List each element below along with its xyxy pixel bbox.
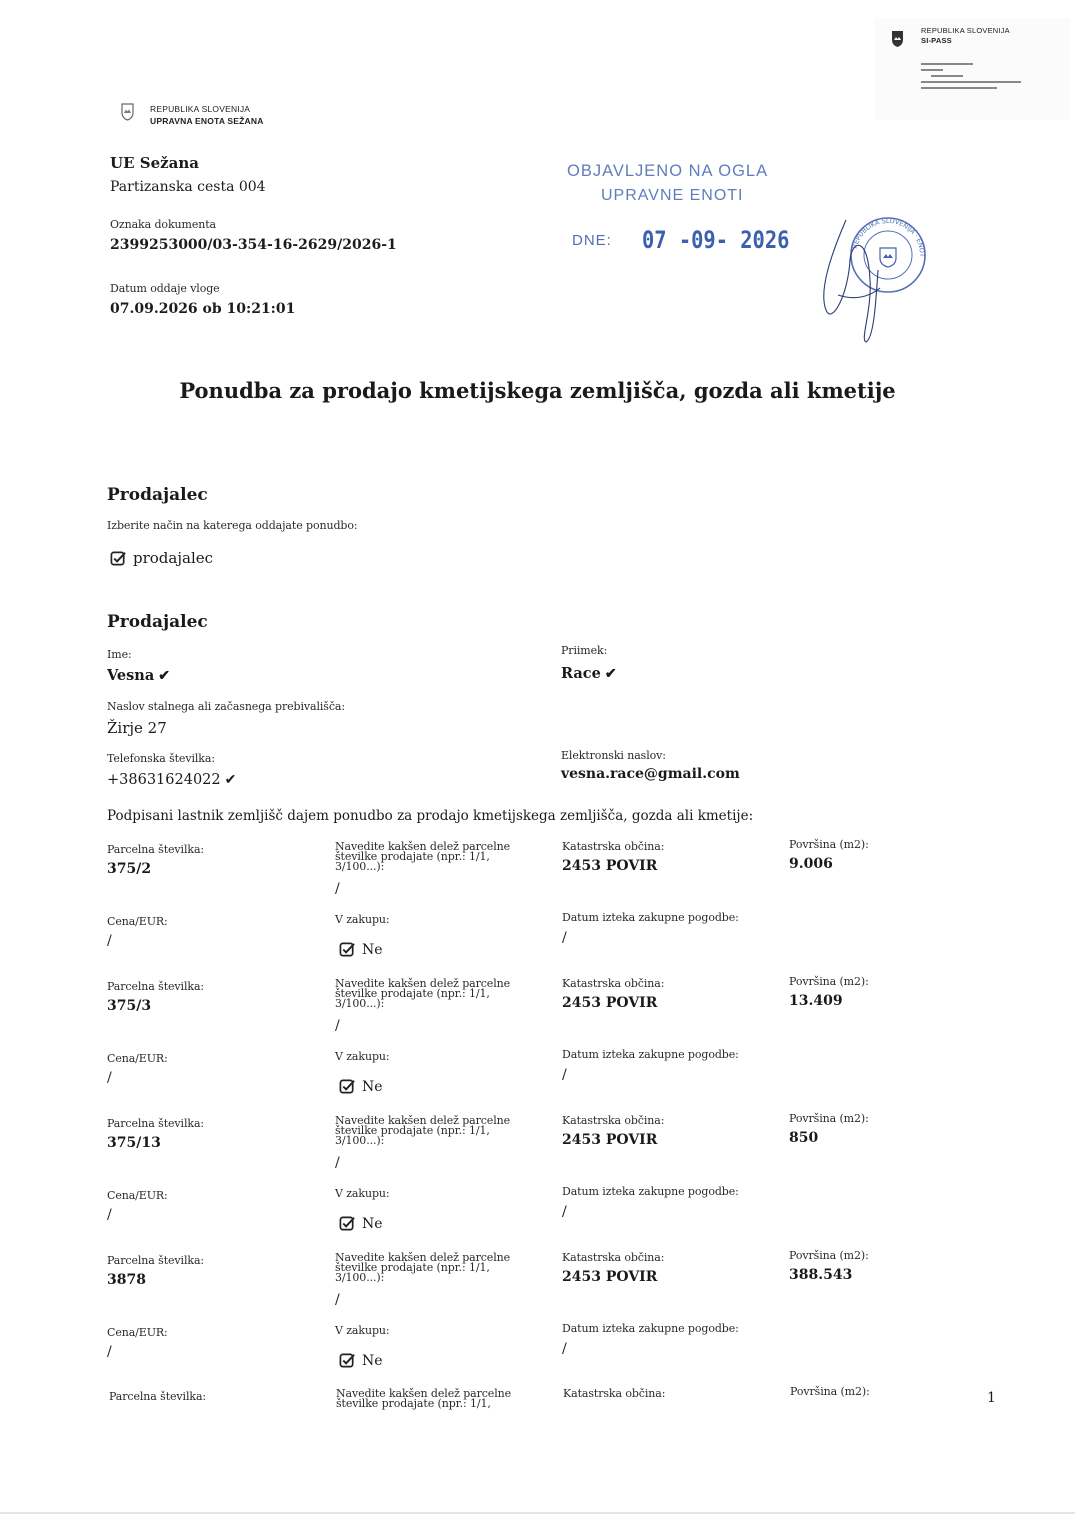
- datum-label: Datum izteka zakupne pogodbe:: [562, 1185, 739, 1198]
- option-prodajalec[interactable]: [110, 549, 213, 567]
- povrsina-label: Površina (m2):: [789, 975, 869, 988]
- delez-value: /: [335, 1292, 340, 1308]
- sipass-signature-box: [875, 18, 1070, 120]
- last-ko-label: Katastrska občina:: [563, 1387, 666, 1400]
- checkmark-icon: ✔: [604, 666, 617, 682]
- cena-value: /: [107, 1344, 112, 1360]
- stamp-dne-label: DNE:: [572, 232, 612, 249]
- povrsina-value: 13.409: [789, 993, 843, 1009]
- ko-label: Katastrska občina:: [562, 840, 665, 853]
- cena-label: Cena/EUR:: [107, 1189, 168, 1202]
- stamp-line2: UPRAVNE ENOTI: [601, 187, 744, 204]
- statement-text: Podpisani lastnik zemljišč dajem ponudbo za prodajo kmetijskega zemljišča, gozda ali kmetije:: [107, 808, 754, 824]
- sipass-fine-print: [921, 60, 1031, 93]
- checkbox-checked-icon: [339, 1078, 356, 1095]
- page-title: Ponudba za prodajo kmetijskega zemljišča, gozda ali kmetije: [179, 378, 896, 403]
- option-prodajalec-label: prodajalec: [133, 549, 214, 567]
- section2-heading: Prodajalec: [107, 612, 208, 632]
- checkmark-icon: ✔: [158, 668, 170, 684]
- tel-label: Telefonska številka:: [107, 752, 215, 765]
- official-seal-icon: [808, 200, 933, 349]
- header-republic: REPUBLIKA SLOVENIJA: [150, 104, 251, 114]
- delez-label: Navedite kakšen delež parcelne številke prodajate (npr.: 1/1, 3/100...):: [335, 1251, 511, 1284]
- naslov-value: Žirje 27: [107, 719, 167, 737]
- cena-label: Cena/EUR:: [107, 1052, 168, 1065]
- parcela-value: 375/13: [107, 1135, 161, 1151]
- parcela-value: 3878: [107, 1272, 146, 1288]
- povrsina-label: Površina (m2):: [789, 1112, 869, 1125]
- doc-date-label: Datum oddaje vloge: [110, 282, 220, 295]
- parcela-label: Parcelna številka:: [107, 980, 205, 993]
- datum-value: /: [562, 1067, 567, 1083]
- datum-label: Datum izteka zakupne pogodbe:: [562, 1322, 739, 1335]
- povrsina-value: 850: [789, 1130, 819, 1146]
- zakup-checkbox[interactable]: [339, 1078, 383, 1095]
- zakup-checkbox[interactable]: [339, 1352, 383, 1369]
- email-value: vesna.race@gmail.com: [561, 766, 740, 782]
- datum-value: /: [562, 1341, 567, 1357]
- parcela-value: 375/2: [107, 861, 152, 877]
- ko-label: Katastrska občina:: [562, 1114, 665, 1127]
- zakup-value: Ne: [362, 1352, 383, 1369]
- last-delez-label: Navedite kakšen delež parcelne številke prodajate (npr.: 1/1,: [336, 1387, 512, 1410]
- cena-value: /: [107, 1207, 112, 1223]
- scan-edge: [0, 1512, 1075, 1514]
- tel-value: +38631624022 ✔: [107, 772, 237, 788]
- coat-of-arms-icon: [891, 30, 904, 52]
- povrsina-value: 9.006: [789, 856, 833, 872]
- checkbox-checked-icon: [339, 1215, 356, 1232]
- zakup-checkbox[interactable]: [339, 1215, 383, 1232]
- delez-value: /: [335, 881, 340, 897]
- datum-value: /: [562, 930, 567, 946]
- datum-value: /: [562, 1204, 567, 1220]
- ime-value: Vesna ✔: [107, 667, 170, 684]
- section1-heading: Prodajalec: [107, 485, 208, 505]
- email-label: Elektronski naslov:: [561, 749, 666, 762]
- delez-label: Navedite kakšen delež parcelne številke prodajate (npr.: 1/1, 3/100...):: [335, 977, 511, 1010]
- parcela-label: Parcelna številka:: [107, 843, 205, 856]
- delez-label: Navedite kakšen delež parcelne številke prodajate (npr.: 1/1, 3/100...):: [335, 840, 511, 873]
- zakup-label: V zakupu:: [335, 1050, 390, 1063]
- checkmark-icon: ✔: [224, 772, 237, 788]
- ko-value: 2453 POVIR: [562, 1132, 658, 1148]
- checkbox-checked-icon: [339, 941, 356, 958]
- parcela-value: 375/3: [107, 998, 152, 1014]
- delez-value: /: [335, 1155, 340, 1171]
- povrsina-value: 388.543: [789, 1267, 853, 1283]
- parcela-label: Parcelna številka:: [107, 1254, 205, 1267]
- delez-value: /: [335, 1018, 340, 1034]
- zakup-checkbox[interactable]: [339, 941, 383, 958]
- checkbox-checked-icon: [339, 1352, 356, 1369]
- povrsina-label: Površina (m2):: [789, 1249, 869, 1262]
- priimek-label: Priimek:: [561, 644, 608, 657]
- povrsina-label: Površina (m2):: [789, 838, 869, 851]
- cena-label: Cena/EUR:: [107, 1326, 168, 1339]
- datum-label: Datum izteka zakupne pogodbe:: [562, 1048, 739, 1061]
- coat-of-arms-icon: [121, 103, 134, 125]
- zakup-value: Ne: [362, 941, 383, 958]
- sipass-line1: REPUBLIKA SLOVENIJA: [921, 26, 1010, 35]
- cena-value: /: [107, 1070, 112, 1086]
- svg-text:REPUBLIKA SLOVENIJA · ENOTA SE: REPUBLIKA SLOVENIJA · ENOT: [850, 216, 927, 257]
- section1-question: Izberite način na katerega oddajate ponudbo:: [107, 519, 358, 532]
- zakup-label: V zakupu:: [335, 1324, 390, 1337]
- office-name: UE Sežana: [110, 154, 199, 172]
- ko-label: Katastrska občina:: [562, 1251, 665, 1264]
- ko-value: 2453 POVIR: [562, 858, 658, 874]
- doc-date-value: 07.09.2026 ob 10:21:01: [110, 301, 296, 317]
- ime-label: Ime:: [107, 648, 132, 661]
- sipass-line2: SI-PASS: [921, 36, 952, 45]
- checkbox-checked-icon: [110, 550, 127, 567]
- office-address: Partizanska cesta 004: [110, 179, 266, 195]
- datum-label: Datum izteka zakupne pogodbe:: [562, 911, 739, 924]
- ko-label: Katastrska občina:: [562, 977, 665, 990]
- parcela-label: Parcelna številka:: [107, 1117, 205, 1130]
- last-parcela-label: Parcelna številka:: [109, 1390, 207, 1403]
- cena-value: /: [107, 933, 112, 949]
- header-unit: UPRAVNA ENOTA SEŽANA: [150, 116, 264, 126]
- last-povrsina-label: Površina (m2):: [790, 1385, 870, 1398]
- zakup-label: V zakupu:: [335, 1187, 390, 1200]
- zakup-value: Ne: [362, 1078, 383, 1095]
- priimek-value: Race ✔: [561, 665, 617, 682]
- naslov-label: Naslov stalnega ali začasnega prebivališča:: [107, 700, 345, 713]
- zakup-value: Ne: [362, 1215, 383, 1232]
- ko-value: 2453 POVIR: [562, 995, 658, 1011]
- ko-value: 2453 POVIR: [562, 1269, 658, 1285]
- page-number: 1: [987, 1390, 996, 1406]
- doc-mark-label: Oznaka dokumenta: [110, 218, 216, 231]
- stamp-line1: OBJAVLJENO NA OGLA: [567, 162, 769, 180]
- cena-label: Cena/EUR:: [107, 915, 168, 928]
- zakup-label: V zakupu:: [335, 913, 390, 926]
- doc-mark-value: 2399253000/03-354-16-2629/2026-1: [110, 237, 397, 253]
- delez-label: Navedite kakšen delež parcelne številke prodajate (npr.: 1/1, 3/100...):: [335, 1114, 511, 1147]
- stamp-date: 07 -09- 2026: [642, 226, 790, 254]
